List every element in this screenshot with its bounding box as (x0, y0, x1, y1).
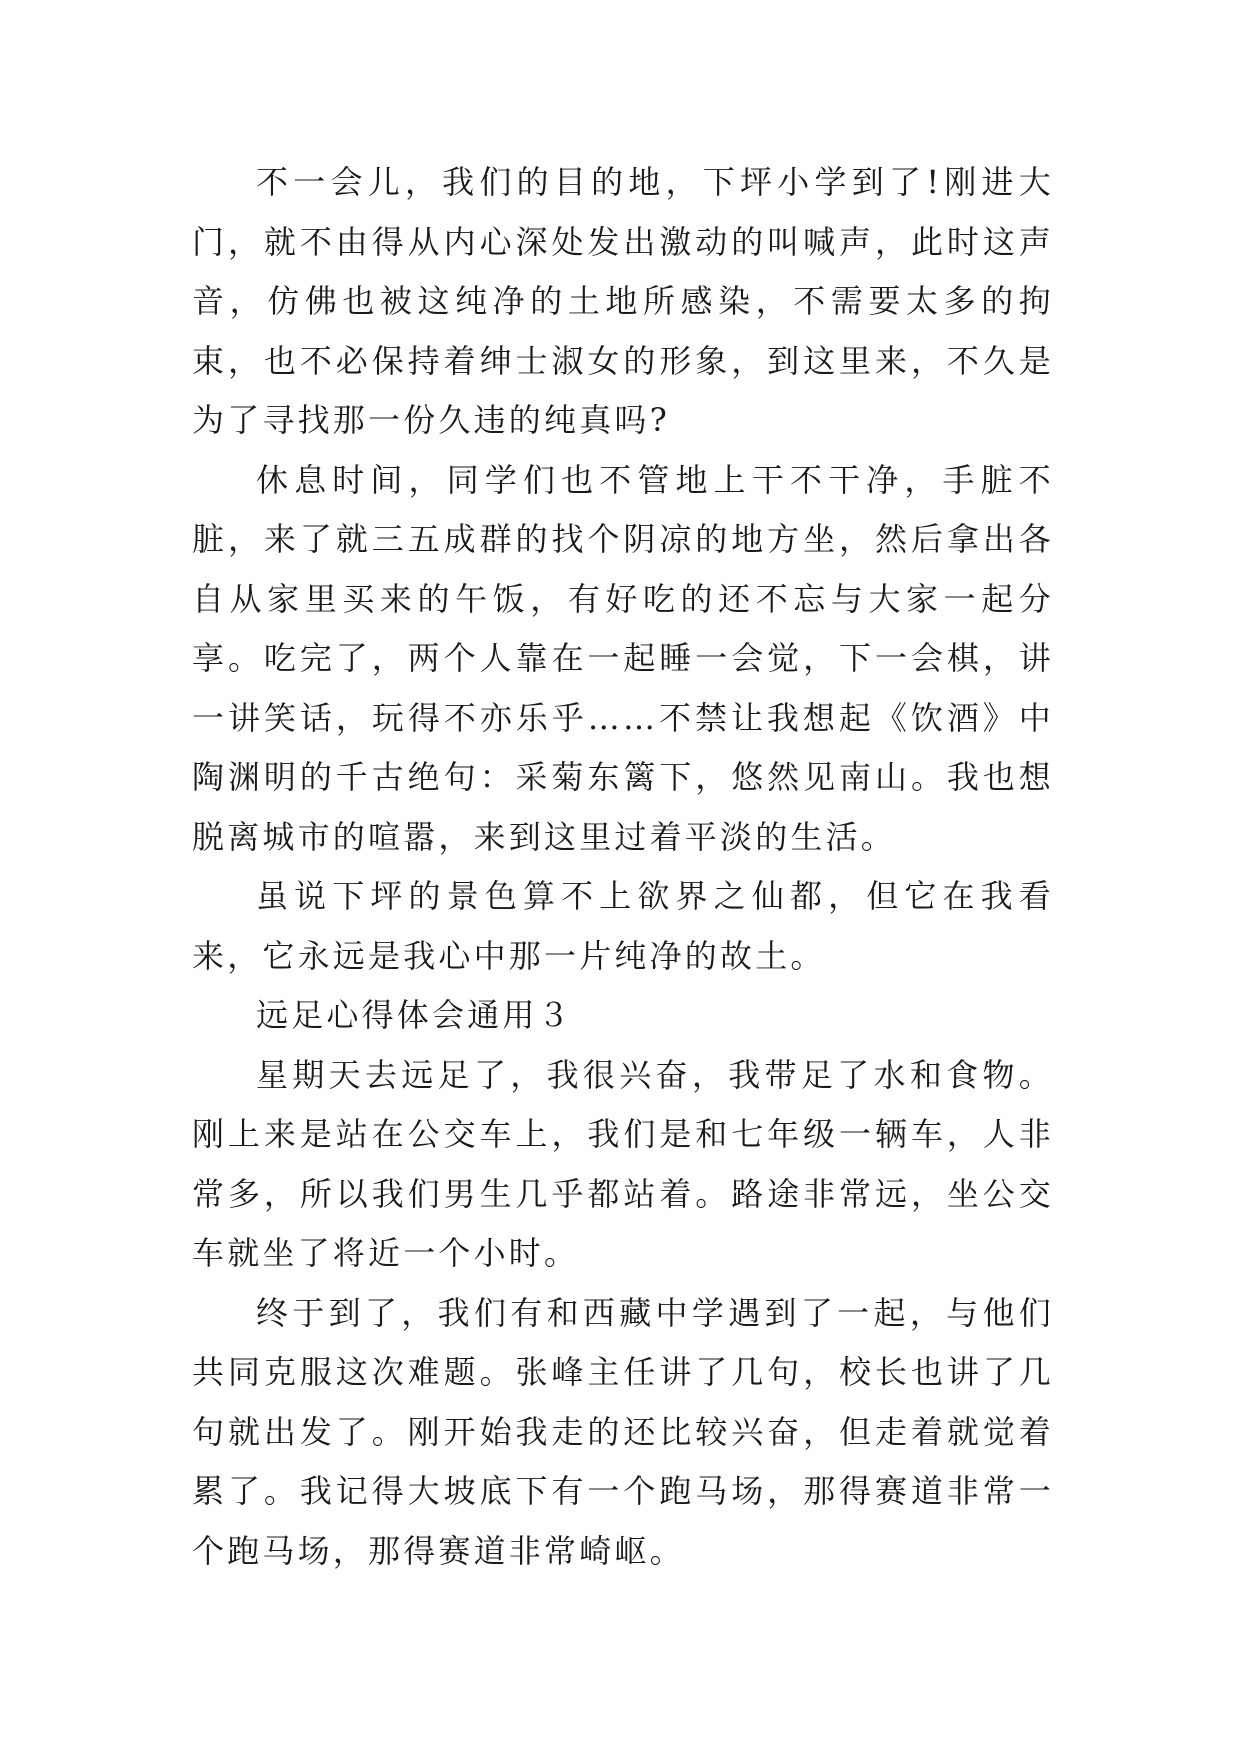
paragraph-sunday-trip: 星期天去远足了，我很兴奋，我带足了水和食物。刚上来是站在公交车上，我们是和七年级一辆车，人非常多，所以我们男生几乎都站着。路途非常远，坐公交车就坐了将近一个小时。 (192, 1055, 1054, 1272)
paragraph-arrival: 不一会儿，我们的目的地，下坪小学到了!刚进大门，就不由得从内心深处发出激动的叫喊声，此时这声音，仿佛也被这纯净的土地所感染，不需要太多的拘束，也不必保持着绅士淑女的形象，到这里来，不久是为了寻找那一份久违的纯真吗? (192, 163, 1054, 439)
section-heading: 远足心得体会通用３ (256, 996, 573, 1034)
document-body (192, 153, 1054, 1581)
paragraph-rest-time: 休息时间，同学们也不管地上干不干净，手脏不脏，来了就三五成群的找个阴凉的地方坐，然后拿出各自从家里买来的午饭，有好吃的还不忘与大家一起分享。吃完了，两个人靠在一起睡一会觉，下一会棋，讲一讲笑话，玩得不亦乐乎……不禁让我想起《饮酒》中陶渊明的千古绝句：采菊东篱下，悠然见南山。我也想脱离城市的喧嚣，来到这里过着平淡的生活。 (192, 460, 1054, 856)
paragraph-arrived: 终于到了，我们有和西藏中学遇到了一起，与他们共同克服这次难题。张峰主任讲了几句，校长也讲了几句就出发了。刚开始我走的还比较兴奋，但走着就觉着累了。我记得大坡底下有一个跑马场，那得赛道非常一个跑马场，那得赛道非常崎岖。 (192, 1293, 1054, 1570)
paragraph-hometown: 虽说下坪的景色算不上欲界之仙都，但它在我看来，它永远是我心中那一片纯净的故土。 (192, 877, 1054, 975)
